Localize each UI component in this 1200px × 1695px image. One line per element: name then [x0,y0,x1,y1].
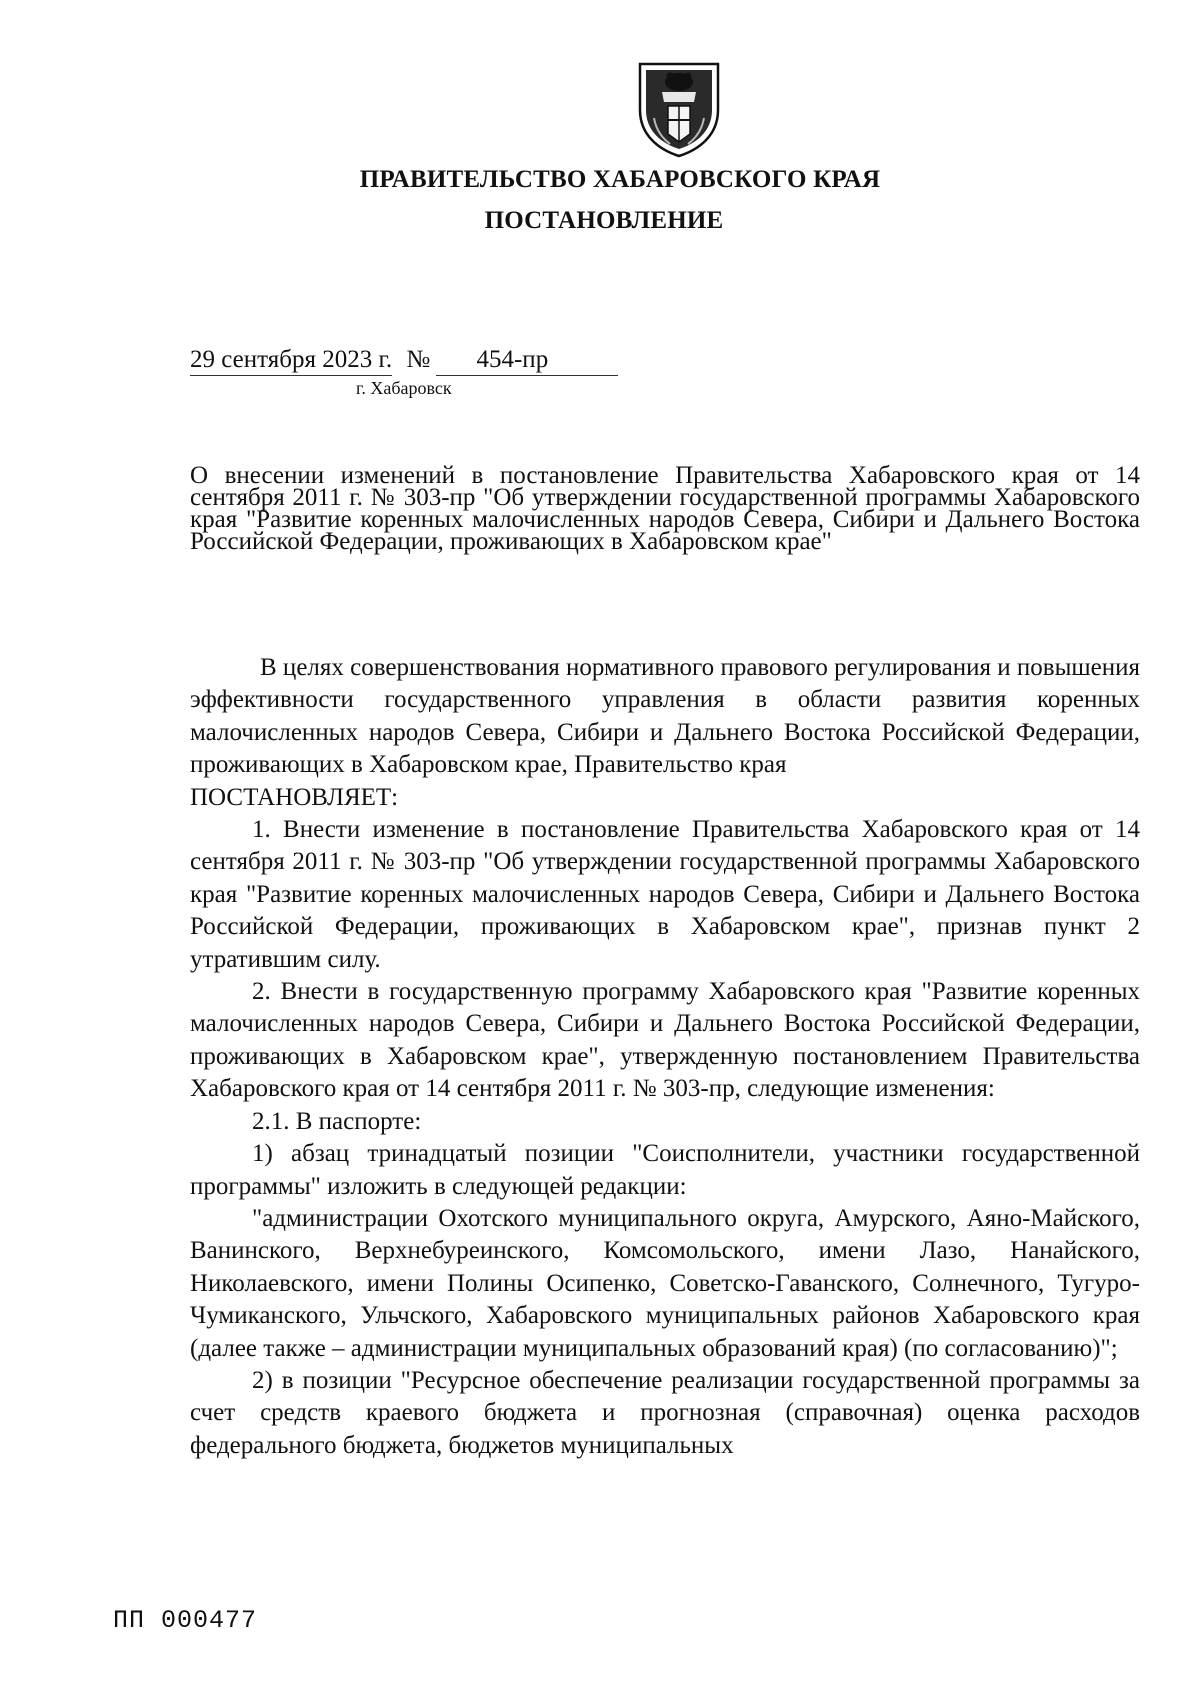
item-2-paragraph: 2. Внести в государственную программу Хабаровского края "Развитие коренных малочисленных народов Севера, Сибири и Дальнего Востока Российской Федерации, проживающих в Хабаровском крае", утвержденную постановлением Правительства Хабаровского края от 14 сентября 2011 г. № 303-пр, следующие изменения: [190,978,1140,1103]
item-2-1-paragraph: 2.1. В паспорте: [252,1107,422,1135]
document-number: 454-пр [436,346,618,376]
government-name: ПРАВИТЕЛЬСТВО ХАБАРОВСКОГО КРАЯ [359,166,881,193]
document-city: г. Хабаровск [356,378,452,398]
document-body [190,652,1140,1462]
subitem-2-paragraph: 2) в позиции "Ресурсное обеспечение реализации государственной программы за счет средств краевого бюджета и прогнозная (справочная) оценка расходов федерального бюджета, бюджетов муниципальных [190,1366,1140,1459]
document-type: ПОСТАНОВЛЕНИЕ [484,207,724,234]
document-title: О внесении изменений в постановление Правительства Хабаровского края от 14 сентября 2011 г. № 303-пр "Об утверждении государственной программы Хабаровского края "Развитие коренных малочисленных народов Севера, Сибири и Дальнего Востока Российской Федерации, проживающих в Хабаровском крае" [190,462,1140,555]
dateline [190,346,618,376]
form-serial-number: ПП 000477 [113,1606,258,1635]
subitem-1-paragraph: 1) абзац тринадцатый позиции "Соисполнители, участники государственной программы" изложить в следующей редакции: [190,1140,1140,1200]
resolves-heading: ПОСТАНОВЛЯЕТ: [190,783,399,811]
number-sign: № [406,346,431,373]
preamble-paragraph: В целях совершенствования нормативного правового регулирования и повышения эффективности государственного управления в области развития коренных малочисленных народов Севера, Сибири и Дальнего Востока Российской Федерации, проживающих в Хабаровском крае, Правительство края [190,654,1140,779]
quote-paragraph: "администрации Охотского муниципального округа, Амурского, Аяно-Майского, Ванинского, Верхнебуреинского, Комсомольского, имени Лазо, Нанайского, Николаевского, имени Полины Осипенко, Советско-Гаванского, Солнечного, Тугуро-Чумиканского, Ульчского, Хабаровского муниципальных районов Хабаровского края (далее также – администрации муниципальных образований края) (по согласованию)"; [190,1204,1140,1362]
item-1-paragraph: 1. Внести изменение в постановление Правительства Хабаровского края от 14 сентября 2011 г. № 303-пр "Об утверждении государственной программы Хабаровского края "Развитие коренных малочисленных народов Севера, Сибири и Дальнего Востока Российской Федерации, проживающих в Хабаровском крае", признав пункт 2 утратившим силу. [190,816,1140,973]
coat-of-arms-emblem [632,58,726,158]
document-date: 29 сентября 2023 г. [190,346,392,376]
